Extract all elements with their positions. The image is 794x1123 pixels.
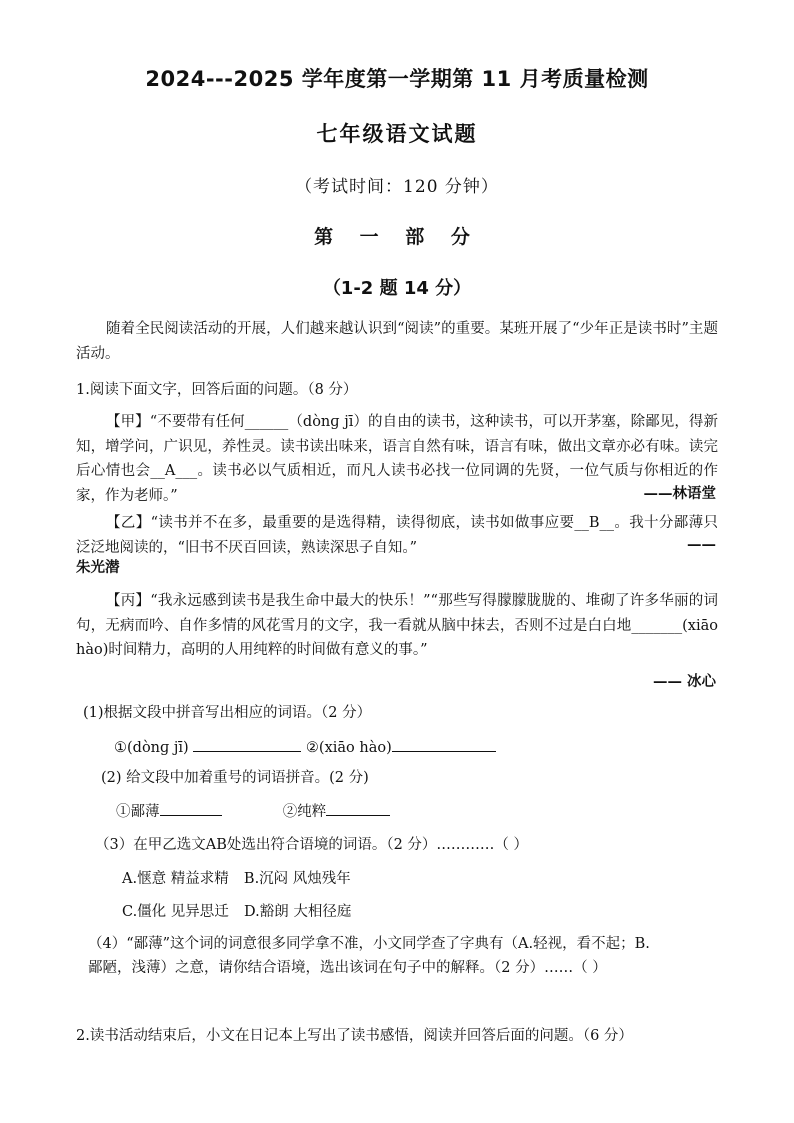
option-b[interactable]: B.沉闷 风烛残年 <box>243 871 351 887</box>
sub-question-1-item-b: ②(xiāo hào) <box>305 740 392 756</box>
intro-paragraph: 随着全民阅读活动的开展，人们越来越认识到“阅读”的重要。某班开展了“少年正是读书时”主题活动。 <box>76 321 718 362</box>
sub-question-1-stem: (1)根据文段中拼音写出相应的词语。（2 分） <box>83 705 372 721</box>
passage-bing-author: —— 冰心 <box>652 673 716 690</box>
sub-question-3-options-row-1 <box>122 869 351 889</box>
sub-question-4-line-1: （4）“鄙薄”这个词的词意很多同学拿不准，小文同学查了字典有（A.轻视，看不起；B. <box>88 936 650 952</box>
sub-question-3-stem: （3）在甲乙选文AB处选出符合语境的词语。（2 分）…………（ ） <box>95 837 529 853</box>
question-1-stem: 1.阅读下面文字，回答后面的问题。（8 分） <box>76 382 358 398</box>
answer-blank-2b[interactable] <box>326 801 390 816</box>
sub-question-2-items <box>116 801 390 822</box>
sub-question-1-items <box>114 737 496 758</box>
answer-blank-1b[interactable] <box>392 737 496 752</box>
sub-question-3-options-row-2 <box>122 902 351 922</box>
answer-blank-1a[interactable] <box>193 737 301 752</box>
part-title: 第 一 部 分 <box>314 226 480 248</box>
sub-question-2-stem: (2) 给文段中加着重号的词语拼音。(2 分) <box>101 770 369 786</box>
sub-question-1-item-a: ①(dònɡ jī) <box>114 740 189 756</box>
option-c[interactable]: C.僵化 见异思迁 <box>122 904 229 920</box>
passage-bing: 【丙】“我永远感到读书是我生命中最大的快乐！”“那些写得朦朦胧胧的、堆砌了许多华丽的词句，无病而吟、自作多情的风花雪月的文字，我一看就从脑中抹去，否则不过是白白地_______(xiāo hào)时间精力，高明的人用纯粹的时间做有意义的事。” <box>76 593 718 658</box>
passage-yi: 【乙】“读书并不在多，最重要的是选得精，读得彻底，读书如做事应要__B__。我十分鄙薄只泛泛地阅读的，“旧书不厌百回读，熟读深思子自知。” <box>76 515 718 556</box>
sub-question-2-item-b: ②纯粹 <box>282 804 327 820</box>
exam-subtitle: 七年级语文试题 <box>316 122 478 146</box>
passage-jia: 【甲】“不要带有任何______（dònɡ jī）的自由的读书，这种读书，可以开茅塞，除鄙见，得新知，增学问，广识见，养性灵。读书读出味来，语言自然有味，语言有味，做出文章亦必有味。读完后心情也会__A___。读书必以气质相近，而凡人读书必找一位同调的先贤，一位气质与你相近的作家，作为老师。” <box>76 414 718 504</box>
exam-time: （考试时间：120 分钟） <box>295 177 499 197</box>
sub-question-4-line-2: 鄙陋，浅薄）之意，请你结合语境，选出该词在句子中的解释。（2 分）……（ ） <box>88 960 607 976</box>
passage-yi-author: 朱光潜 <box>76 559 120 576</box>
exam-title: 2024---2025 学年度第一学期第 11 月考质量检测 <box>145 67 649 91</box>
option-a[interactable]: A.惬意 精益求精 <box>122 871 229 887</box>
part-score: （1-2 题 14 分） <box>322 278 472 299</box>
option-d[interactable]: D.豁朗 大相径庭 <box>244 904 352 920</box>
answer-blank-2a[interactable] <box>160 801 222 816</box>
sub-question-2-item-a: ①鄙薄 <box>116 804 160 820</box>
passage-yi-dash: —— <box>687 536 716 553</box>
passage-jia-author: ——林语堂 <box>643 485 716 502</box>
question-2-stem: 2.读书活动结束后，小文在日记本上写出了读书感悟，阅读并回答后面的问题。（6 分） <box>76 1028 633 1044</box>
